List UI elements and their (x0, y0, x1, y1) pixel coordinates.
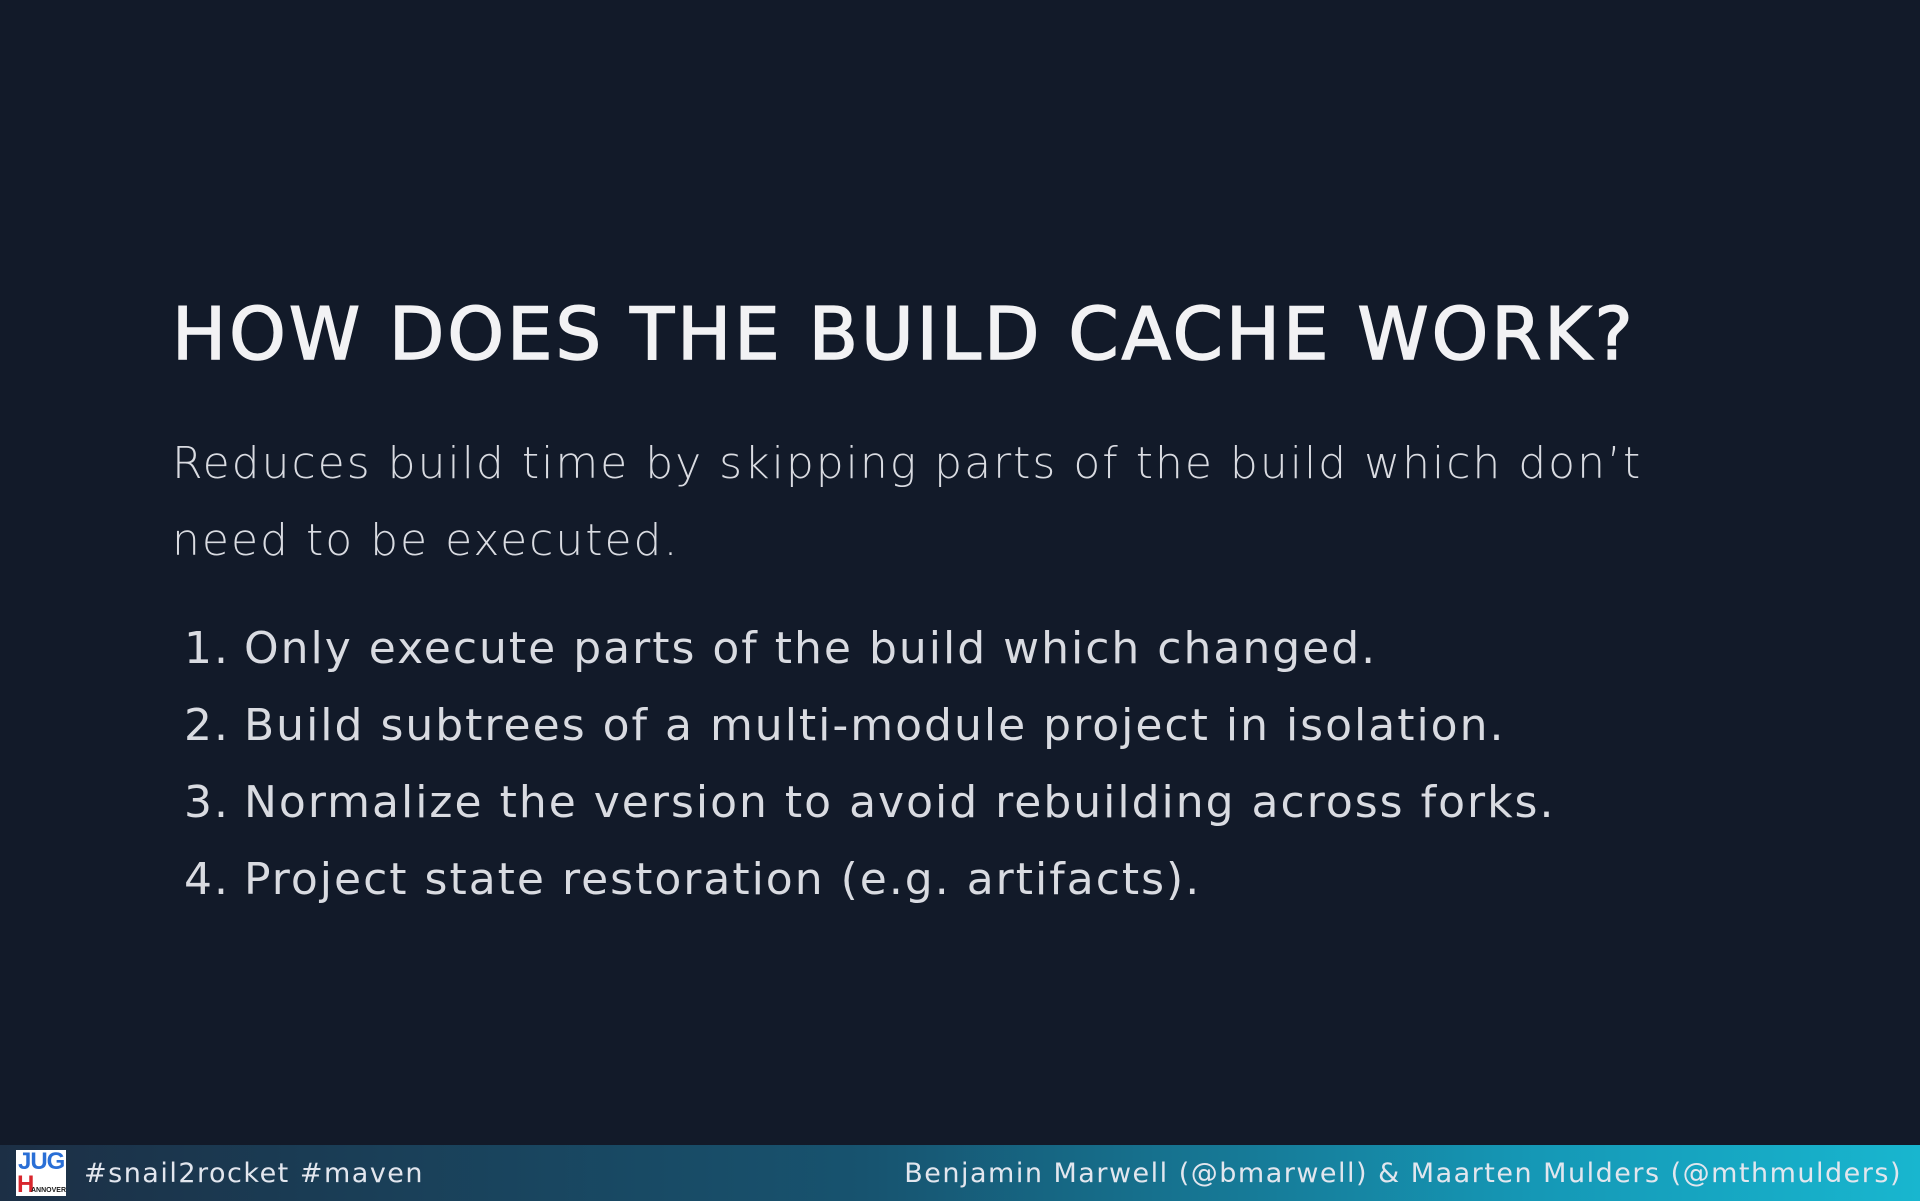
jug-hannover-logo (16, 1150, 66, 1196)
list-item-text: Normalize the version to avoid rebuilding across forks. (244, 777, 1556, 828)
logo-h-text: H (17, 1171, 35, 1198)
logo-hannover-text: ANNOVER (31, 1187, 67, 1194)
list-item (172, 687, 1555, 764)
footer-authors: Benjamin Marwell (@bmarwell) & Maarten Mulders (@mthmulders) (904, 1157, 1902, 1189)
slide-intro: Reduces build time by skipping parts of the build which don’t need to be executed. (172, 438, 1643, 566)
list-item-number: 4. (184, 854, 230, 905)
list-item-number: 1. (184, 623, 230, 674)
steps-list (172, 610, 1555, 918)
footer-left (16, 1150, 424, 1196)
list-item (172, 764, 1555, 841)
footer-bar (0, 1145, 1920, 1201)
list-item-text: Build subtrees of a multi-module project in isolation. (244, 700, 1506, 751)
list-item-number: 2. (184, 700, 230, 751)
list-item-text: Project state restoration (e.g. artifacts). (244, 854, 1202, 905)
list-item (172, 610, 1555, 687)
logo-jug-text: JUG (18, 1148, 65, 1175)
footer-hashtags: #snail2rocket #maven (84, 1157, 425, 1189)
list-item-text: Only execute parts of the build which changed. (244, 623, 1378, 674)
list-item-number: 3. (184, 777, 230, 828)
slide-title: HOW DOES THE BUILD CACHE WORK? (172, 292, 1636, 376)
list-item (172, 841, 1555, 918)
